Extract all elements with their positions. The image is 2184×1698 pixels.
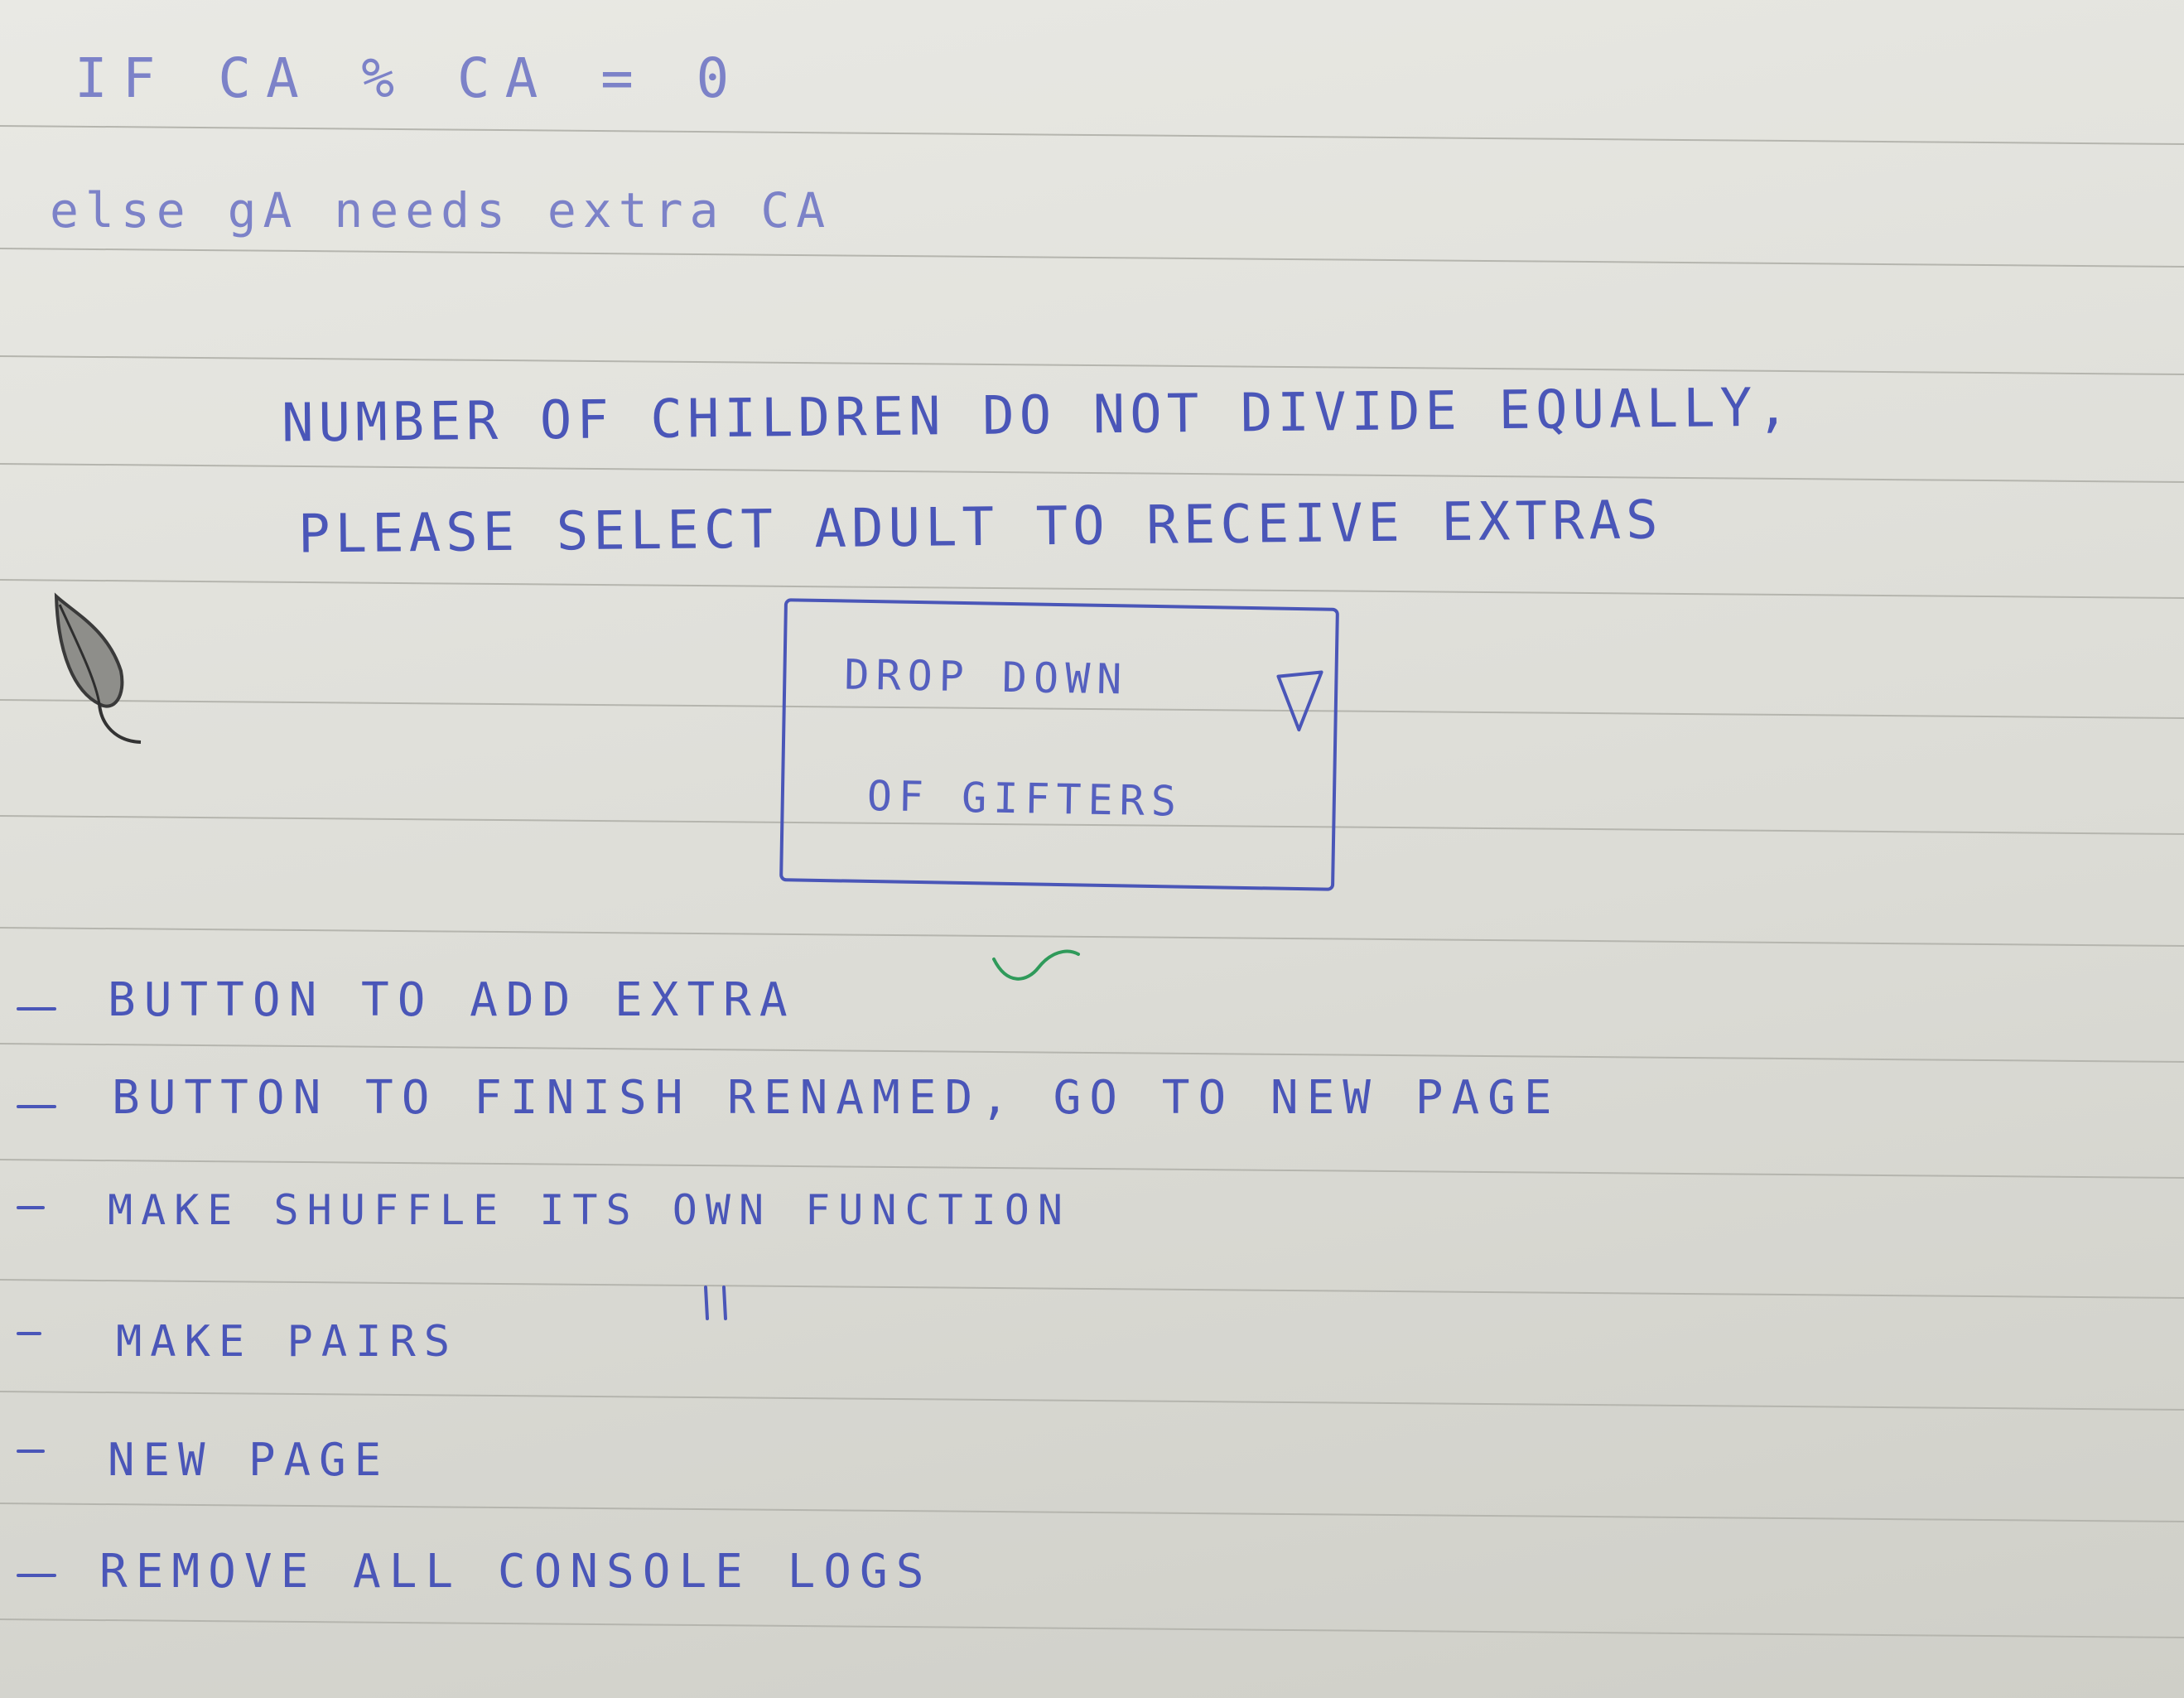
dash xyxy=(17,1206,45,1209)
todo-text: BUTTON TO FINISH RENAMED, GO TO NEW PAGE xyxy=(112,1071,1560,1125)
condition-note: IF CA % CA = 0 xyxy=(75,46,745,110)
prompt-line-1: NUMBER OF CHILDREN DO NOT DIVIDE EQUALLY, xyxy=(281,377,1795,455)
dropdown-arrow-icon xyxy=(1274,668,1324,736)
prompt-line-2: PLEASE SELECT ADULT TO RECEIVE EXTRAS xyxy=(297,490,1663,566)
dash xyxy=(17,1574,56,1577)
dash xyxy=(17,1105,56,1108)
dash xyxy=(17,1332,41,1335)
else-note: else gA needs extra CA xyxy=(50,182,832,239)
dropdown-options-label: OF GIFTERS xyxy=(866,771,1184,826)
dash xyxy=(17,1007,56,1011)
todo-text: MAKE PAIRS xyxy=(116,1317,459,1367)
todo-text: BUTTON TO ADD EXTRA xyxy=(108,973,796,1027)
check-mark-icon xyxy=(991,944,1082,986)
todo-text: REMOVE ALL CONSOLE LOGS xyxy=(99,1545,933,1599)
leaf-doodle-icon xyxy=(41,580,157,754)
ditto-marks-icon xyxy=(697,1282,739,1324)
dropdown-sketch xyxy=(779,598,1339,891)
dash xyxy=(17,1450,45,1453)
todo-text: MAKE SHUFFLE ITS OWN FUNCTION xyxy=(108,1186,1071,1234)
dropdown-label: DROP DOWN xyxy=(843,650,1129,704)
todo-text: NEW PAGE xyxy=(108,1434,390,1486)
